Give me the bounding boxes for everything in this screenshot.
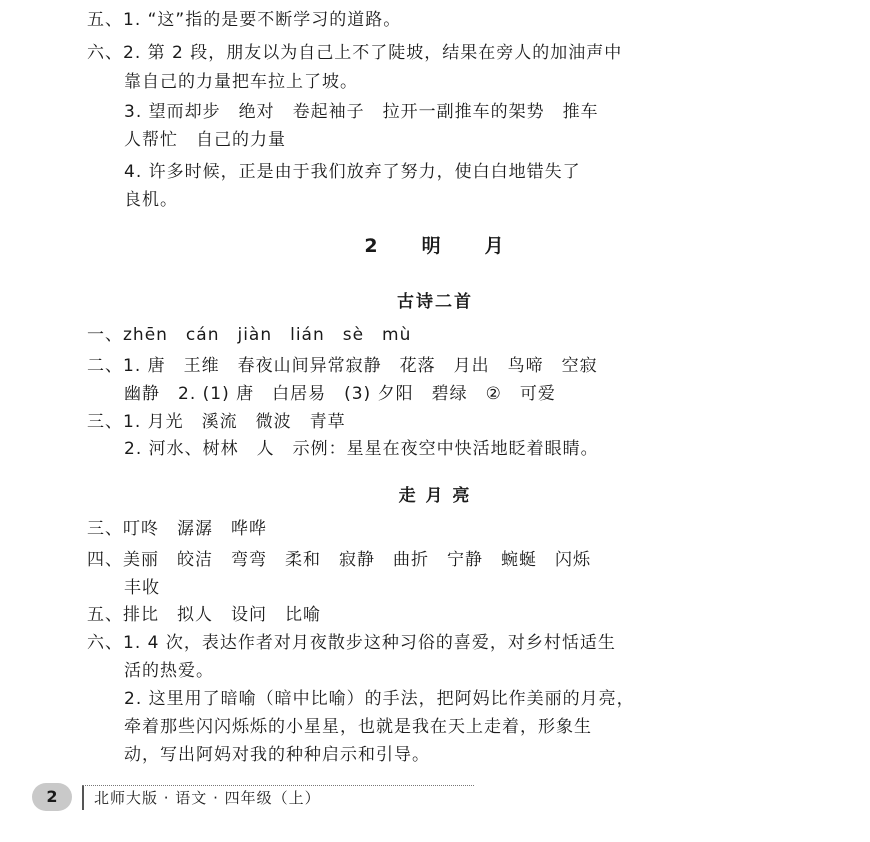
answer-line: 2. 这里用了暗喻（暗中比喻）的手法，把阿妈比作美丽的月亮， [124,689,635,709]
answer-line: 六、1. 4 次，表达作者对月夜散步这种习俗的喜爱，对乡村恬适生 [87,633,616,653]
section-heading-poems: 古诗二首 [397,292,473,312]
answer-line: 靠自己的力量把车拉上了坡。 [124,72,358,92]
answer-line: 牵着那些闪闪烁烁的小星星，也就是我在天上走着，形象生 [124,717,592,737]
answer-line: 五、1. “这”指的是要不断学习的道路。 [87,10,402,30]
book-title: 北师大版 · 语文 · 四年级（上） [82,785,474,810]
answer-line: 丰收 [124,578,160,598]
answer-line: 三、叮咚 潺潺 哗哗 [87,519,267,539]
answer-line: 人帮忙 自己的力量 [124,130,286,150]
answer-line: 动，写出阿妈对我的种种启示和引导。 [124,745,430,765]
answer-line: 3. 望而却步 绝对 卷起袖子 拉开一副推车的架势 推车 [124,102,599,122]
answer-line: 幽静 2. (1) 唐 白居易 (3) 夕阳 碧绿 ② 可爱 [124,384,556,404]
answer-line: 2. 河水、树林 人 示例：星星在夜空中快活地眨着眼睛。 [124,439,599,459]
answer-line: 三、1. 月光 溪流 微波 青草 [87,412,346,432]
unit-title: 2 明 月 [364,235,506,257]
page-number: 2 [32,783,72,811]
answer-line: 四、美丽 皎洁 弯弯 柔和 寂静 曲折 宁静 蜿蜒 闪烁 [87,550,591,570]
section-heading-walk: 走 月 亮 [398,486,472,506]
answer-line: 六、2. 第 2 段，朋友以为自己上不了陡坡，结果在旁人的加油声中 [87,43,623,63]
answer-line: 4. 许多时候，正是由于我们放弃了努力，使白白地错失了 [124,162,581,182]
answer-line: 五、排比 拟人 设问 比喻 [87,605,321,625]
page-footer [32,783,472,811]
answer-line: 一、zhēn cán jiàn lián sè mù [87,325,412,345]
answer-line: 二、1. 唐 王维 春夜山间异常寂静 花落 月出 鸟啼 空寂 [87,356,598,376]
answer-line: 良机。 [124,190,178,210]
answer-line: 活的热爱。 [124,661,214,681]
